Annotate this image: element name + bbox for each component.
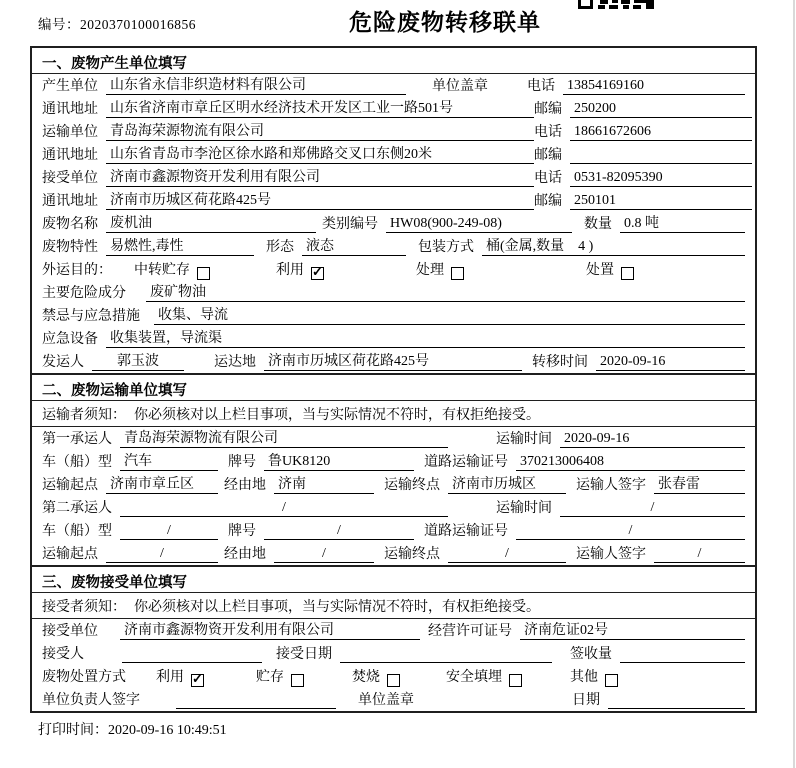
disposal-incinerate-checkbox <box>387 674 400 687</box>
row-transporter-notice <box>32 401 755 427</box>
sign2-value: / <box>654 546 745 563</box>
section-transporter <box>32 373 755 565</box>
disposal-store-checkbox <box>291 674 304 687</box>
vehicle2-value: / <box>120 523 218 540</box>
row-receiver <box>32 166 755 189</box>
zip3-value: 250101 <box>570 193 752 210</box>
producer-label: 产生单位 <box>42 79 98 94</box>
transporter-notice-label: 运输者须知： <box>42 407 126 423</box>
zip3-label: 邮编 <box>534 194 562 209</box>
purpose-option-dispose-label: 处置 <box>586 263 614 278</box>
addr1-label: 通讯地址 <box>42 102 98 117</box>
end1-label: 运输终点 <box>384 478 440 493</box>
accepting-unit-label: 接受单位 <box>42 624 98 639</box>
category-value: HW08(900-249-08) <box>386 216 572 233</box>
zip1-value: 250200 <box>570 101 752 118</box>
row-route-1 <box>32 473 755 496</box>
section-receiver <box>32 565 755 711</box>
receiver-value: 济南市鑫源物资开发利用有限公司 <box>106 166 534 187</box>
disposal-option-incinerate <box>352 666 400 686</box>
disposal-other-checkbox <box>605 674 618 687</box>
purpose-treat-checkbox <box>451 267 464 280</box>
end2-value: / <box>448 546 566 563</box>
accept-date-label: 接受日期 <box>276 647 332 662</box>
carrier2-label: 第二承运人 <box>42 501 112 516</box>
permit1-label: 道路运输证号 <box>424 455 508 470</box>
row-transporter-address <box>32 143 755 166</box>
section-producer <box>32 48 755 373</box>
purpose-utilize-checkbox <box>311 267 324 280</box>
row-acceptor <box>32 642 755 665</box>
waste-name-value: 废机油 <box>106 212 316 233</box>
row-receiver-notice <box>32 593 755 619</box>
transporter-value: 青岛海荣源物流有限公司 <box>106 120 534 141</box>
hazard-label: 主要危险成分 <box>42 286 126 301</box>
shipper-value: 郭玉波 <box>92 350 184 371</box>
disposal-option-store <box>256 666 304 686</box>
waste-name-label: 废物名称 <box>42 217 98 232</box>
accept-date-value <box>340 662 552 663</box>
via1-label: 经由地 <box>224 478 266 493</box>
disposal-utilize-checkbox <box>191 674 204 687</box>
form-value: 液态 <box>302 235 406 256</box>
sign1-label: 运输人签字 <box>576 478 646 493</box>
time1-label: 运输时间 <box>496 432 552 447</box>
row-hazard-component <box>32 281 755 304</box>
row-transporter <box>32 120 755 143</box>
row-responsible-signature <box>32 688 755 711</box>
phone2-value: 18661672606 <box>570 124 752 141</box>
amount-label: 签收量 <box>570 647 612 662</box>
purpose-option-treat <box>416 259 464 279</box>
responsible-sign-label: 单位负责人签字 <box>42 693 140 708</box>
zip2-label: 邮编 <box>534 148 562 163</box>
phone1-label: 电话 <box>527 79 555 94</box>
plate2-value: / <box>264 523 414 540</box>
addr3-value: 济南市历城区荷花路425号 <box>106 189 534 210</box>
carrier1-label: 第一承运人 <box>42 432 112 447</box>
disposal-store-label: 贮存 <box>256 670 284 685</box>
packing-value: 桶(金属,数量 4 ) <box>482 235 745 256</box>
via2-value: / <box>274 546 374 563</box>
unit-seal2-label: 单位盖章 <box>358 693 414 708</box>
equipment-label: 应急设备 <box>42 332 98 347</box>
via2-label: 经由地 <box>224 547 266 562</box>
section1-title: 一、废物产生单位填写 <box>32 48 755 74</box>
dest-label: 运达地 <box>214 355 256 370</box>
addr1-value: 山东省济南市章丘区明水经济技术开发区工业一路501号 <box>106 97 534 118</box>
transfer-time-label: 转移时间 <box>532 355 588 370</box>
disposal-other-label: 其他 <box>570 670 598 685</box>
addr2-label: 通讯地址 <box>42 148 98 163</box>
purpose-option-dispose <box>586 259 634 279</box>
dest-value: 济南市历城区荷花路425号 <box>264 350 522 371</box>
row-receiver-address <box>32 189 755 212</box>
accepting-unit-value: 济南市鑫源物资开发利用有限公司 <box>120 619 420 640</box>
taboo-label: 禁忌与应急措施 <box>42 309 140 324</box>
disposal-option-other <box>570 666 618 686</box>
vehicle1-value: 汽车 <box>120 450 218 471</box>
addr3-label: 通讯地址 <box>42 194 98 209</box>
zip1-label: 邮编 <box>534 102 562 117</box>
origin1-value: 济南市章丘区 <box>106 473 218 494</box>
addr2-value: 山东省青岛市李沧区徐水路和郑佛路交叉口东侧20米 <box>106 143 534 164</box>
purpose-dispose-checkbox <box>621 267 634 280</box>
row-taboo-measures <box>32 304 755 327</box>
disposal-option-utilize <box>156 666 204 686</box>
disposal-option-landfill <box>446 666 522 686</box>
print-time-line <box>38 719 796 739</box>
print-time-value: 2020-09-16 10:49:51 <box>108 723 227 738</box>
page-edge-line <box>793 0 795 768</box>
document-header <box>0 0 796 46</box>
carrier2-value: / <box>120 500 448 517</box>
row-vehicle-1 <box>32 450 755 473</box>
time2-label: 运输时间 <box>496 501 552 516</box>
producer-value: 山东省永信非织造材料有限公司 <box>106 74 406 95</box>
serial-value: 2020370100016856 <box>80 17 196 32</box>
form-label: 形态 <box>266 240 294 255</box>
receiver-notice-label: 接受者须知： <box>42 599 126 615</box>
disposal-label: 废物处置方式 <box>42 670 126 685</box>
permit2-value: / <box>516 523 745 540</box>
row-first-carrier <box>32 427 755 450</box>
row-disposal-method <box>32 665 755 688</box>
row-transfer-purpose <box>32 258 755 281</box>
end2-label: 运输终点 <box>384 547 440 562</box>
row-producer-address <box>32 97 755 120</box>
receiver-notice-text: 你必须核对以上栏目事项，当与实际情况不符时，有权拒绝接受。 <box>134 599 540 615</box>
license-label: 经营许可证号 <box>428 624 512 639</box>
purpose-option-treat-label: 处理 <box>416 263 444 278</box>
purpose-label: 外运目的： <box>42 263 112 278</box>
date-label: 日期 <box>572 693 600 708</box>
row-waste-name <box>32 212 755 235</box>
shipper-label: 发运人 <box>42 355 84 370</box>
end1-value: 济南市历城区 <box>448 473 566 494</box>
qr-code-fragment <box>578 0 654 9</box>
row-accepting-unit <box>32 619 755 642</box>
hazard-value: 废矿物油 <box>146 281 745 302</box>
phone1-value: 13854169160 <box>563 78 745 95</box>
amount-value <box>620 662 745 663</box>
row-vehicle-2 <box>32 519 755 542</box>
responsible-sign-value <box>176 708 336 709</box>
taboo-value: 收集、导流 <box>154 304 745 325</box>
plate1-label: 牌号 <box>228 455 256 470</box>
disposal-landfill-label: 安全填埋 <box>446 670 502 685</box>
time1-value: 2020-09-16 <box>560 431 745 448</box>
sign1-value: 张春雷 <box>654 473 745 494</box>
qty-value: 0.8 吨 <box>620 212 745 233</box>
purpose-option-storage <box>134 259 210 279</box>
origin1-label: 运输起点 <box>42 478 98 493</box>
character-value: 易燃性,毒性 <box>106 235 254 256</box>
acceptor-value <box>122 662 262 663</box>
carrier1-value: 青岛海荣源物流有限公司 <box>120 427 448 448</box>
manifest-form <box>30 46 757 713</box>
section3-title: 三、废物接受单位填写 <box>32 567 755 593</box>
category-label: 类别编号 <box>322 217 378 232</box>
plate1-value: 鲁UK8120 <box>264 450 414 471</box>
disposal-landfill-checkbox <box>509 674 522 687</box>
phone3-label: 电话 <box>534 171 562 186</box>
page-title: 危险废物转移联单 <box>349 10 541 35</box>
plate2-label: 牌号 <box>228 524 256 539</box>
row-emergency-equipment <box>32 327 755 350</box>
purpose-option-utilize-label: 利用 <box>276 263 304 278</box>
row-second-carrier <box>32 496 755 519</box>
transporter-label: 运输单位 <box>42 125 98 140</box>
transporter-notice-text: 你必须核对以上栏目事项，当与实际情况不符时，有权拒绝接受。 <box>134 407 540 423</box>
date-value <box>608 708 745 709</box>
unit-seal-label: 单位盖章 <box>432 79 488 94</box>
disposal-utilize-label: 利用 <box>156 670 184 685</box>
packing-label: 包装方式 <box>418 240 474 255</box>
purpose-option-utilize <box>276 259 324 279</box>
zip2-value <box>570 163 752 164</box>
sign2-label: 运输人签字 <box>576 547 646 562</box>
transfer-time-value: 2020-09-16 <box>596 354 745 371</box>
row-waste-character <box>32 235 755 258</box>
purpose-storage-checkbox <box>197 267 210 280</box>
via1-value: 济南 <box>274 473 374 494</box>
row-shipper <box>32 350 755 373</box>
purpose-option-storage-label: 中转贮存 <box>134 263 190 278</box>
qty-label: 数量 <box>584 217 612 232</box>
disposal-incinerate-label: 焚烧 <box>352 670 380 685</box>
receiver-label: 接受单位 <box>42 171 98 186</box>
section2-title: 二、废物运输单位填写 <box>32 375 755 401</box>
permit1-value: 370213006408 <box>516 454 745 471</box>
vehicle1-label: 车（船）型 <box>42 455 112 470</box>
origin2-label: 运输起点 <box>42 547 98 562</box>
origin2-value: / <box>106 546 218 563</box>
acceptor-label: 接受人 <box>42 647 84 662</box>
print-time-label: 打印时间： <box>38 723 108 738</box>
character-label: 废物特性 <box>42 240 98 255</box>
equipment-value: 收集装置，导流渠 <box>106 327 745 348</box>
phone2-label: 电话 <box>534 125 562 140</box>
serial-label: 编号： <box>38 17 80 32</box>
row-route-2 <box>32 542 755 565</box>
license-value: 济南危证02号 <box>520 619 745 640</box>
time2-value: / <box>560 500 745 517</box>
permit2-label: 道路运输证号 <box>424 524 508 539</box>
phone3-value: 0531-82095390 <box>570 170 752 187</box>
row-producer <box>32 74 755 97</box>
vehicle2-label: 车（船）型 <box>42 524 112 539</box>
